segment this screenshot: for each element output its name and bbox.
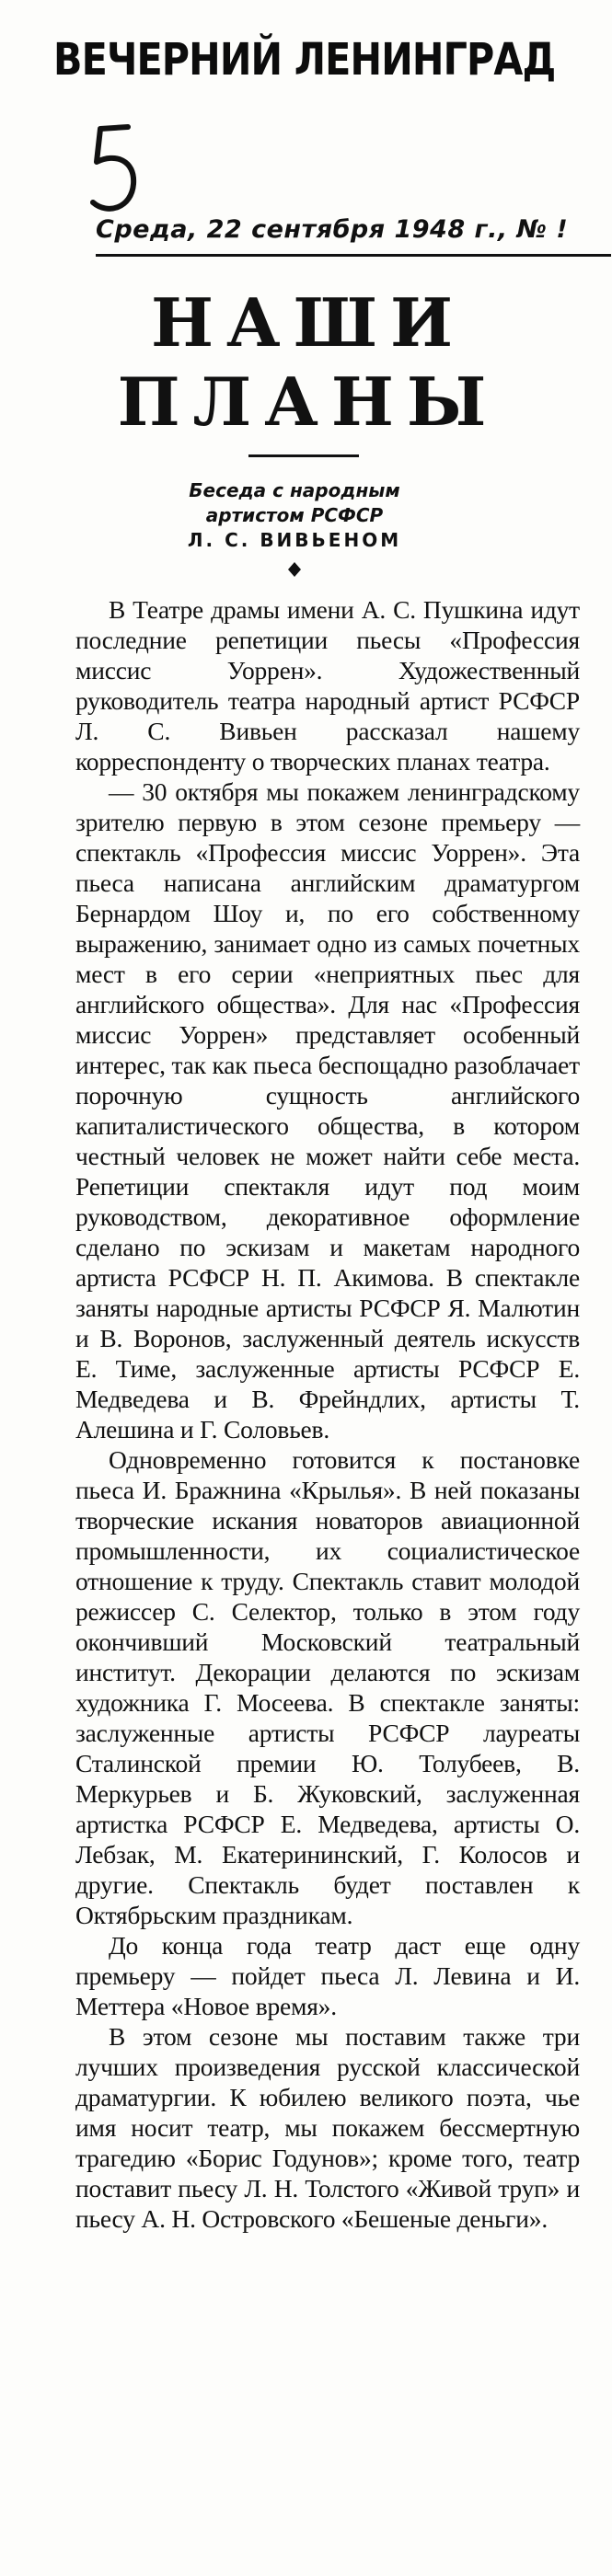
interviewee-name: Л. С. ВИВЬЕНОМ [187,529,402,551]
article-paragraph: — 30 октября мы покажем ленинградскому зрителю первую в этом сезоне премьеру — спектакль «Профессия миссис Уоррен». Эта пьеса написана английским драматургом Бернардом Шоу и, по его собственному выражению, занимает одно из самых почетных мест в его серии «неприятных пьес для английского общества». Для нас «Профессия миссис Уоррен» представляет особенный интерес, так как пьеса беспощадно разоблачает порочную сущность английского капиталистического общества, в котором честный человек не может найти себе места. Репетиции спектакля идут под моим руководством, декоративное оформление сделано по эскизам и макетам народного артиста РСФСР Н. П. Акимова. В спектакле заняты народные артисты РСФСР Я. Малютин и В. Воронов, заслуженный деятель искусств Е. Тиме, заслуженные артисты РСФСР Е. Медведева и В. Фрейндлих, артисты Т. Алешина и Г. Соловьев. [75,777,580,1443]
article-subhead [92,478,497,553]
subhead-line: артистом РСФСР [205,504,384,526]
dateline-rule [96,254,611,257]
issue-dateline: Среда, 22 сентября 1948 г., № ! [96,215,569,244]
article-paragraph: В этом сезоне мы поставим также три лучших произведения русской классической драматургии. К юбилею великого поэта, чье имя носит театр, мы покажем бессмертную трагедию «Борис Годунов»; кроме того, театр поставит пьесу Л. Н. Толстого «Живой труп» и пьесу А. Н. Островского «Бешеные деньги». [75,2022,580,2233]
subhead-line: Беседа с народным [189,479,400,501]
article-body [75,594,580,2234]
masthead-title: ВЕЧЕРНИЙ ЛЕНИНГРАД [53,34,556,86]
article-paragraph: В Театре драмы имени А. С. Пушкина идут последние репетиции пьесы «Профессия миссис Уоррен». Художественный руководитель театра народный артист РСФСР Л. С. Вивьен рассказал нашему корреспонденту о творческих планах театра. [75,595,580,776]
article-headline: НАШИ ПЛАНЫ [117,283,500,441]
diamond-ornament-icon [286,561,303,578]
article-paragraph: Одновременно готовится к постановке пьеса И. Бражнина «Крылья». В ней показаны творческие искания новаторов авиационной промышленности, их социалистическое отношение к труду. Спектакль ставит молодой режиссер С. Селектор, только в этом году окончивший Московский театральный институт. Декорации делаются по эскизам художника Г. Мосеева. В спектакле заняты: заслуженные артисты РСФСР лауреаты Сталинской премии Ю. Толубеев, В. Меркурьев и Б. Жуковский, заслуженная артистка РСФСР Е. Медведева, артисты О. Лебзак, М. Екатерининский, Г. Колосов и другие. Спектакль будет поставлен к Октябрьским праздникам. [75,1445,580,1929]
article-paragraph: До конца года театр даст еще одну премьеру — пойдет пьеса Л. Левина и И. Меттера «Новое время». [75,1931,580,2020]
handwritten-number-mark [87,120,143,221]
headline-rule [248,454,359,457]
